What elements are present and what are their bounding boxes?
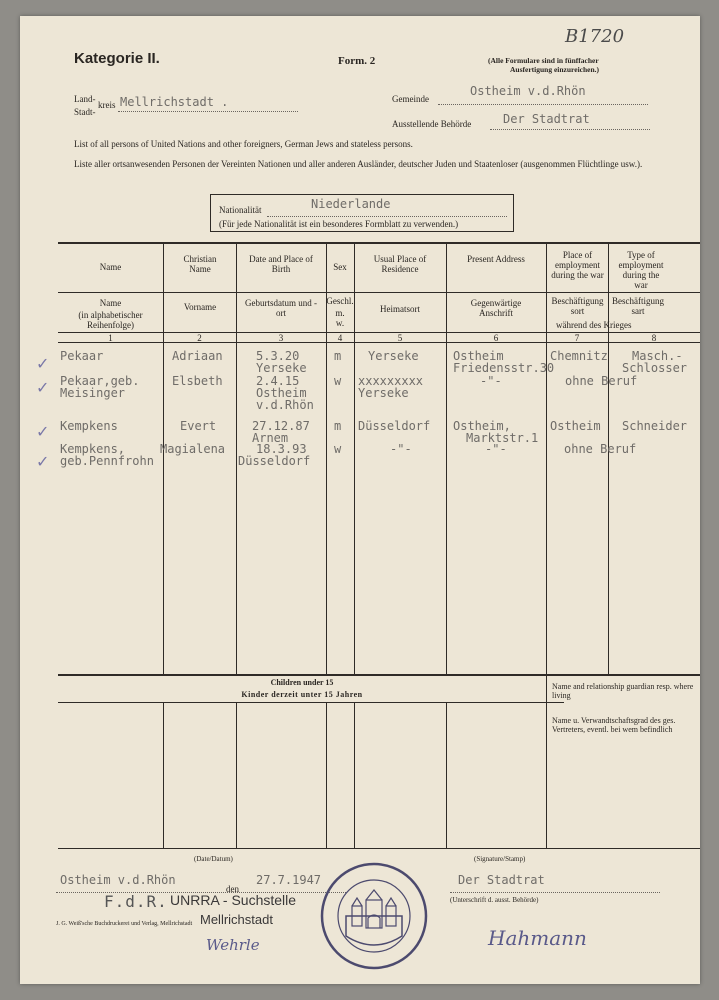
signature-left [206,936,260,954]
col2-de: Vorname [183,302,217,312]
col3-en: Date and Place of Birth [249,254,313,274]
printer-credit: J. G. Weiß'sche Buchdruckerei und Verlag, Mellrichstadt [56,921,193,927]
during-war-de: während des Krieges [556,320,632,330]
municipality-label: Gemeinde [392,94,429,104]
footer-place: Ostheim v.d.Rhön [60,873,176,887]
city-seal [318,860,430,972]
signature-right [488,926,587,950]
checkmark-icon: ✓ [36,452,50,471]
checkmark-icon: ✓ [36,422,50,441]
reference-number: B1720 [565,26,625,47]
col2-en: Christian Name [183,254,217,274]
district-dotline [118,111,298,112]
col4-de: Geschl. [326,296,354,306]
signature-label: (Signature/Stamp) [474,855,526,863]
copies-note-1: (Alle Formulare sind in fünffacher [488,56,599,65]
footer-signer-dotline [450,892,660,893]
intro-german: Liste aller ortsanwesenden Personen der Vereinten Nationen und aller anderen Ausländer, deutscher Juden und Staatenloser (ausgenommen Flüchtlinge usw.). [74,159,643,169]
col8-en: Type of employment during the war [618,250,664,290]
unrra-place: Mellrichstadt [200,912,273,927]
authority-label: Ausstellende Behörde [392,119,472,129]
col-num-5: 5 [397,333,403,343]
col5-de: Heimatsort [380,304,420,314]
col-num-1: 1 [108,333,113,343]
col1-de: Name [99,298,122,308]
checkmark-icon: ✓ [36,354,50,373]
nationality-box [210,194,514,232]
unrra-code: F.d.R. [104,892,168,911]
label-stadt: Stadt- [74,107,96,117]
col4-de-sub: m. w. [335,308,345,328]
nationality-dotline [267,216,507,217]
children-title-de: Kinder derzeit unter 15 Jahren [241,690,363,699]
col1-de-sub: (in alphabetischer Reihenfolge) [78,310,143,330]
col-num-6: 6 [493,333,499,343]
col-num-2: 2 [197,333,202,343]
nationality-value: Niederlande [311,197,391,211]
nationality-note: (Für jede Nationalität ist ein besonderes Formblatt zu verwenden.) [219,219,459,229]
copies-note-2: Ausfertigung einzureichen.) [510,65,600,74]
col5-en: Usual Place of Residence [373,254,427,274]
form-sheet: Kategorie II. Form. 2 (Alle Formulare sind in fünffacher Ausfertigung einzureichen.) B1720 Land- Stadt- kreis Mellrichstadt . Gemeinde Ostheim v.d.Rhön Ausstellende Behörde Der Stadtrat List of all persons of United Nations and other foreigners, German Jews and stateless persons. Liste aller ortsanwesenden Personen der Vereinten Nationen und aller anderen Ausländer, deutscher Juden und Staatenloser (ausgenommen Flüchtlinge usw.). Nationalität Niederlande (Für jede Nationalität ist ein besonderes Formblatt zu verwenden.) Name Name (in alphabetischer Reihenfolge) Christian Name Vorname Date and Place of Birth Geburtsdatum und -ort Sex Geschl. m. w. Usual Place of Residence Heimatsort Present Address Gegenwärtige Anschrift Place of employment during the war Beschäftigungsort Type of employment during the war Beschäftigungsart während des Krieges 1 2 3 4 5 6 7 8 ✓ ✓ ✓ ✓ Pekaar Adriaan 5.3.20 Yerseke m Yerseke Ostheim Friedensstr.30 Chemnitz Masch.- Schlosser Pekaar,geb. Meisinger Elsbeth 2.4.15 Ostheim v.d.Rhön w xxxxxxxxx Yerseke -"- ohne Beruf Kempkens Evert 27.12.87 Arnem m Düsseldorf Ostheim, Marktstr.1 Ostheim Schneider Kempkens, geb.Pennfrohn Magialena 18.3.93 Düsseldorf w -"- -"- ohne Beruf Children under 15 Kinder derzeit unter 15 Jahren Name and relationship guardian resp. where living Name u. Verwandtschaftsgrad des ges. Vertreters, eventl. bei wem befindlich (Date/Datum) (Signature/Stamp) Ostheim v.d.Rhön den 27.7.1947 Der Stadtrat (Unterschrift d. ausst. Behörde) F.d.R. UNRRA - Suchstelle Mellrichstadt J. G. Weiß'sche Buchdruckerei und Verlag, Mellrichstadt Wehrle Hahmann [20,16,700,984]
form-number: Form. 2 [338,55,376,67]
footer-signer-note: (Unterschrift d. ausst. Behörde) [450,896,539,904]
col-num-4: 4 [337,333,343,343]
col4-en: Sex [333,262,347,272]
date-label: (Date/Datum) [194,855,233,863]
footer-den: den [226,884,239,894]
district-value: Mellrichstadt . [120,95,229,109]
label-kreis: kreis [98,100,116,110]
footer-date: 27.7.1947 [256,873,322,887]
signature-right-text: Hahmann [488,926,587,950]
municipality-value: Ostheim v.d.Rhön [470,84,586,98]
col3-de: Geburtsdatum und -ort [245,298,317,318]
col8-de: Beschäftigungsart [612,296,664,316]
col-num-8: 8 [651,333,657,343]
col1-en: Name [99,262,122,272]
footer-signer: Der Stadtrat [458,873,545,887]
unrra-stamp-text: UNRRA - Suchstelle [170,892,297,908]
children-title-en: Children under 15 [270,678,334,687]
authority-value: Der Stadtrat [503,112,590,126]
category-title: Kategorie II. [74,50,160,67]
nationality-label: Nationalität [219,205,262,215]
municipality-dotline [438,104,648,105]
col6-en: Present Address [467,254,525,264]
signature-left-text: Wehrle [206,936,260,954]
checkmark-icon: ✓ [36,378,50,397]
col6-de: Gegenwärtige Anschrift [470,298,522,318]
col-num-7: 7 [574,333,580,343]
label-land: Land- [74,94,96,104]
col7-en: Place of employment during the war [551,250,604,280]
guardian-de: Name u. Verwandtschaftsgrad des ges. Vertreters, eventl. bei wem befindlich [552,716,676,734]
col-num-3: 3 [278,333,284,343]
col7-de: Beschäftigungsort [551,296,604,316]
intro-english: List of all persons of United Nations and other foreigners, German Jews and stateless persons. [74,139,413,149]
authority-dotline [490,129,650,130]
guardian-en: Name and relationship guardian resp. where living [552,682,694,700]
